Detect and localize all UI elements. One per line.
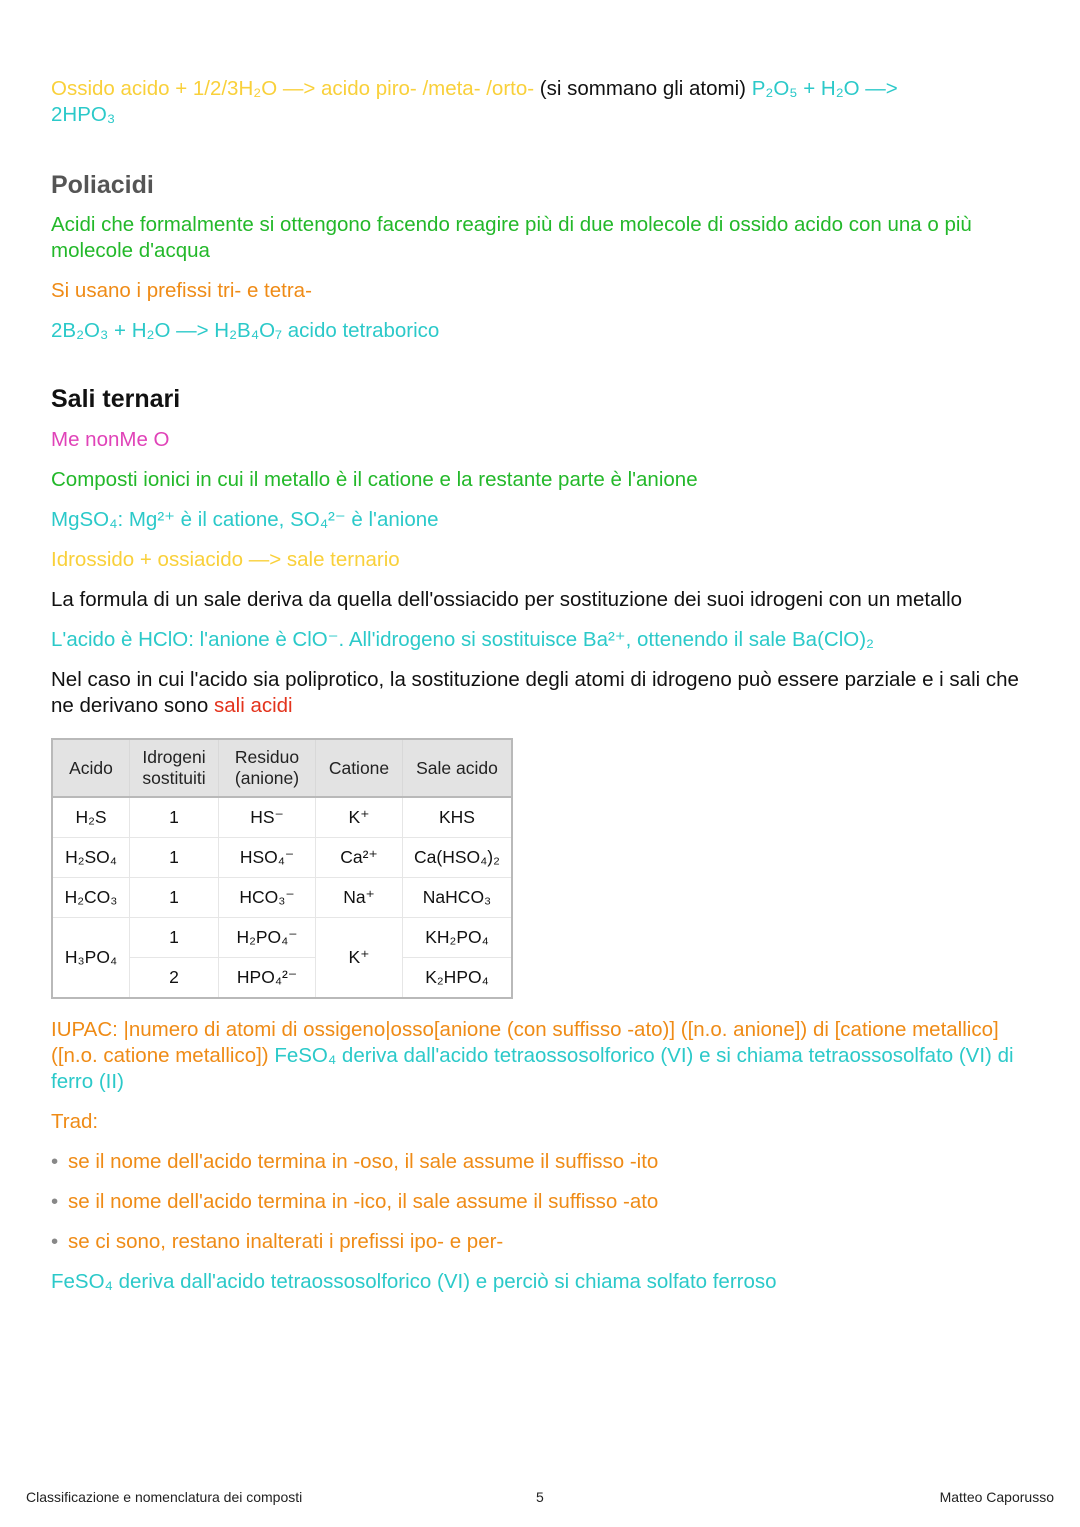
feso4-example: FeSO₄ deriva dall'acido tetraossosolforico (VI) e perciò si chiama solfato ferroso	[51, 1270, 777, 1293]
sali-reaction: Idrossido + ossiacido —> sale ternario	[51, 548, 400, 571]
cell-residuo: HS⁻	[219, 797, 316, 838]
cell-sale: KH₂PO₄	[403, 918, 513, 958]
baclo-example: L'acido è HClO: l'anione è ClO⁻. All'idrogeno si sostituisce Ba²⁺, ottenendo il sale Ba(ClO)₂	[51, 628, 875, 651]
cell-sale: NaHCO₃	[403, 878, 513, 918]
header-idrogeni: Idrogeni sostituiti	[130, 739, 219, 797]
oxide-acid-text: Ossido acido + 1/2/3H₂O —> acido piro- /meta- /orto-	[51, 77, 535, 100]
table-row	[52, 918, 512, 958]
page-number: 5	[536, 1489, 544, 1505]
poliacidi-example: 2B₂O₃ + H₂O —> H₂B₄O₇ acido tetraborico	[51, 319, 440, 342]
cell-sale: KHS	[403, 797, 513, 838]
sali-acidi-highlight: sali acidi	[214, 694, 293, 717]
cell-acido: H₃PO₄	[52, 918, 130, 999]
sali-definition: Composti ionici in cui il metallo è il catione e la restante parte è l'anione	[51, 468, 698, 491]
header-residuo: Residuo (anione)	[219, 739, 316, 797]
cell-idrogeni: 1	[130, 797, 219, 838]
cell-idrogeni: 1	[130, 918, 219, 958]
mgso4-example: MgSO₄: Mg²⁺ è il catione, SO₄²⁻ è l'anione	[51, 508, 439, 531]
footer-author: Matteo Caporusso	[939, 1489, 1054, 1505]
table-row	[52, 878, 512, 918]
poliacidi-heading: Poliacidi	[51, 171, 154, 199]
cell-idrogeni: 1	[130, 838, 219, 878]
header-catione: Catione	[316, 739, 403, 797]
cell-acido: H₂SO₄	[52, 838, 130, 878]
sali-rule: La formula di un sale deriva da quella dell'ossiacido per sostituzione dei suoi idrogeni con un metallo	[51, 588, 963, 611]
iupac-rule-text: IUPAC: |numero di atomi di ossigeno|osso[anione (con suffisso -ato)] ([n.o. anione]) di [catione metallico] ([n.o. catione metallico])	[51, 1018, 999, 1067]
cell-catione: K⁺	[316, 918, 403, 999]
sali-ternari-heading: Sali ternari	[51, 385, 181, 413]
cell-acido: H₂CO₃	[52, 878, 130, 918]
iupac-example: FeSO₄ deriva dall'acido tetraossosolforico (VI) e si chiama tetraossosolfato (VI) di ferro (II)	[51, 1044, 1014, 1093]
poliacidi-prefixes: Si usano i prefissi tri- e tetra-	[51, 279, 312, 302]
iupac-rule	[51, 1017, 1026, 1095]
cell-residuo: H₂PO₄⁻	[219, 918, 316, 958]
cell-catione: Ca²⁺	[316, 838, 403, 878]
cell-acido: H₂S	[52, 797, 130, 838]
cell-idrogeni: 1	[130, 878, 219, 918]
cell-sale: K₂HPO₄	[403, 958, 513, 999]
cell-residuo: HCO₃⁻	[219, 878, 316, 918]
document-page	[51, 76, 1026, 1295]
trad-label: Trad:	[51, 1110, 99, 1133]
cell-residuo: HPO₄²⁻	[219, 958, 316, 999]
header-acido: Acido	[52, 739, 130, 797]
footer-title: Classificazione e nomenclatura dei composti	[26, 1489, 303, 1505]
trad-bullet: • se il nome dell'acido termina in -ico, il sale assume il suffisso -ato	[51, 1189, 1026, 1215]
cell-catione: Na⁺	[316, 878, 403, 918]
table-row	[52, 838, 512, 878]
cell-sale: Ca(HSO₄)₂	[403, 838, 513, 878]
table-header-row	[52, 739, 512, 797]
sali-formula: Me nonMe O	[51, 428, 170, 451]
trad-bullet: • se il nome dell'acido termina in -oso, il sale assume il suffisso -ito	[51, 1149, 1026, 1175]
trad-bullet: • se ci sono, restano inalterati i prefissi ipo- e per-	[51, 1229, 1026, 1255]
p2o5-reaction: P₂O₅ + H₂O —>	[751, 77, 898, 100]
poliacidi-definition: Acidi che formalmente si ottengono facendo reagire più di due molecole di ossido acido con una o più molecole d'acqua	[51, 213, 972, 262]
cell-residuo: HSO₄⁻	[219, 838, 316, 878]
oxide-acid-rule	[51, 76, 1026, 128]
atoms-note: (si sommano gli atomi)	[539, 77, 746, 100]
header-sale-acido: Sale acido	[403, 739, 513, 797]
poliprotic-note	[51, 667, 1026, 719]
cell-catione: K⁺	[316, 797, 403, 838]
table-row	[52, 797, 512, 838]
p2o5-product: 2HPO₃	[51, 103, 116, 126]
cell-idrogeni: 2	[130, 958, 219, 999]
poliprotic-text: Nel caso in cui l'acido sia poliprotico, la sostituzione degli atomi di idrogeno può essere parziale e i sali che ne derivano sono	[51, 668, 1019, 717]
sali-acidi-table	[51, 738, 513, 999]
